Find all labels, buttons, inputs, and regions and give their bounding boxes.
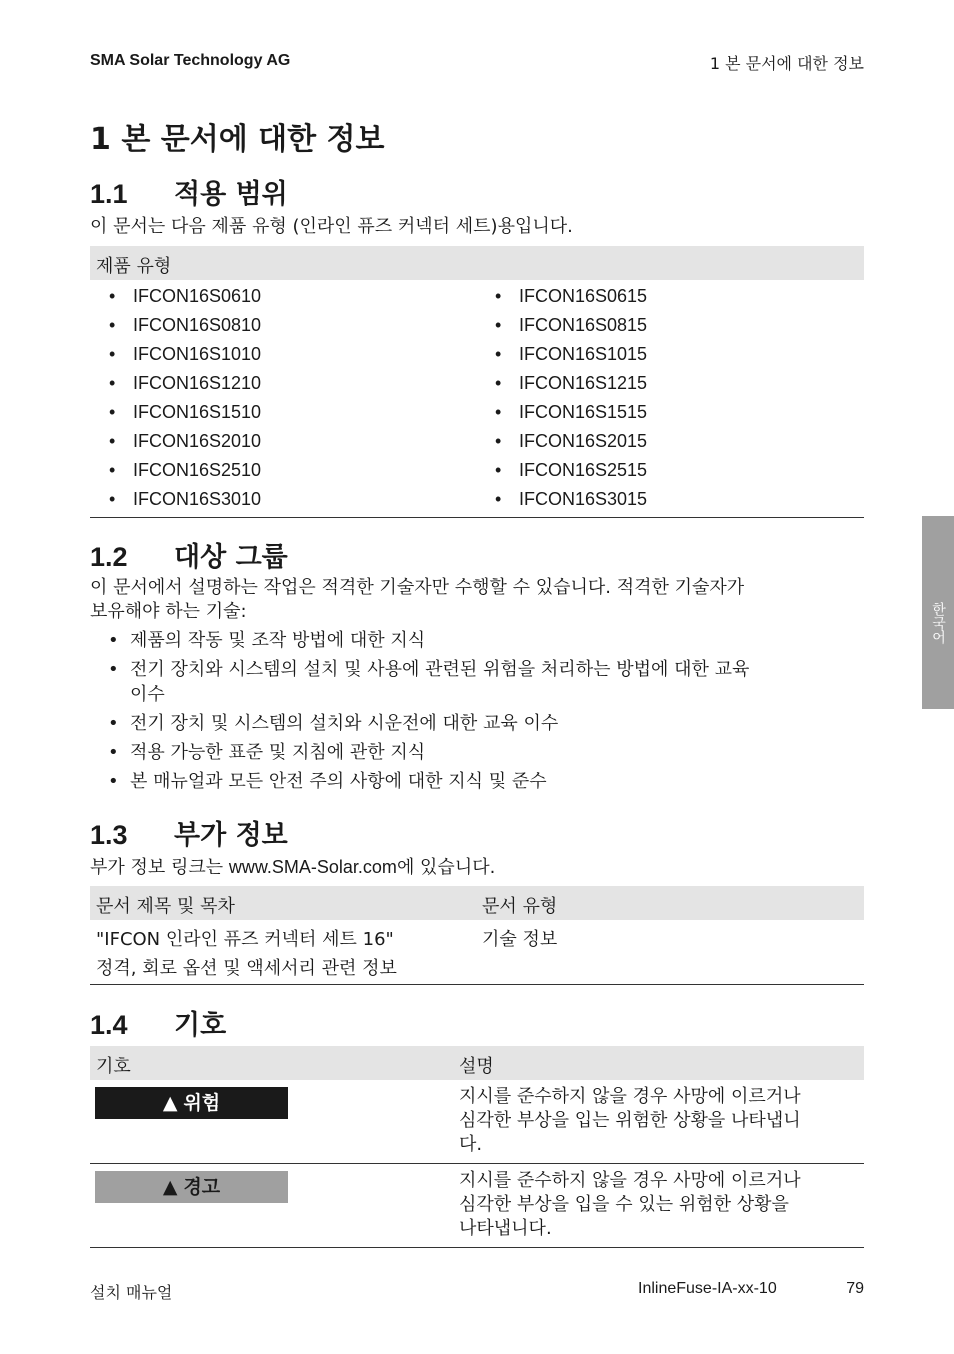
section-heading-1-4 (90, 1003, 226, 1042)
language-tab (922, 516, 954, 709)
section-intro: 이 문서에서 설명하는 작업은 적격한 기술자만 수행할 수 있습니다. 적격한 기술자가 보유해야 하는 기술: (90, 577, 745, 622)
column-header: 제품 유형 (96, 256, 172, 277)
section-number: 1.3 (90, 820, 128, 850)
header-company: SMA Solar Technology AG (90, 52, 291, 69)
column-header: 기호 (96, 1056, 131, 1077)
section-intro: 이 문서는 다음 제품 유형 (인라인 퓨즈 커넥터 세트)용입니다. (90, 216, 573, 237)
table-cell: 정격, 회로 옵션 및 액세서리 관련 정보 (96, 958, 397, 979)
page-number: 79 (846, 1280, 864, 1297)
column-header: 문서 제목 및 목차 (96, 896, 235, 917)
list-item: • IFCON16S3015 (495, 489, 648, 509)
table-cell: "IFCON 인라인 퓨즈 커넥터 세트 16" (96, 929, 394, 950)
doc-table-header (90, 886, 864, 920)
list-item: • IFCON16S2510 (109, 460, 262, 480)
section-heading-1-1 (90, 172, 288, 211)
column-header: 문서 유형 (482, 896, 558, 917)
list-item: • IFCON16S1210 (109, 373, 262, 393)
list-item: • IFCON16S1015 (495, 344, 648, 364)
header-chapter: 1 본 문서에 대한 정보 (709, 54, 864, 73)
list-item: • IFCON16S0615 (495, 286, 648, 306)
list-item: • IFCON16S0610 (109, 286, 262, 306)
list-item: • IFCON16S2515 (495, 460, 648, 480)
list-item: • IFCON16S0810 (109, 315, 262, 335)
list-item: • IFCON16S1215 (495, 373, 648, 393)
list-item: • IFCON16S1010 (109, 344, 262, 364)
section-number: 1.2 (90, 542, 128, 572)
table-cell: 기술 정보 (482, 929, 558, 950)
list-item: • IFCON16S3010 (109, 489, 262, 509)
danger-description: 지시를 준수하지 않을 경우 사망에 이르거나 심각한 부상을 입는 위험한 상황을 나타냅니 다. (459, 1086, 801, 1155)
section-title: 부가 정보 (174, 820, 288, 851)
table-divider (90, 1247, 864, 1248)
table-divider (90, 984, 864, 985)
list-item: • IFCON16S0815 (495, 315, 648, 335)
table-divider (90, 1163, 864, 1164)
column-header: 설명 (459, 1056, 494, 1077)
section-title: 대상 그룹 (174, 542, 288, 573)
section-heading-1-3 (90, 813, 288, 852)
table-row (96, 925, 397, 983)
footer-manual-type: 설치 매뉴얼 (90, 1283, 173, 1302)
list-item: • IFCON16S2015 (495, 431, 648, 451)
product-table-header (90, 246, 864, 280)
section-number: 1.4 (90, 1010, 128, 1040)
language-label: 한국어 (930, 602, 946, 644)
section-intro: 부가 정보 링크는 www.SMA-Solar.com에 있습니다. (90, 857, 496, 878)
warning-triangle-icon: ▲ (162, 1092, 178, 1114)
section-title: 적용 범위 (174, 179, 288, 210)
chapter-title: 1 본 문서에 대한 정보 (90, 122, 385, 157)
warning-triangle-icon: ▲ (162, 1176, 178, 1198)
website-link[interactable]: www.SMA-Solar.com (228, 857, 397, 877)
section-heading-1-2 (90, 535, 288, 574)
section-number: 1.1 (90, 179, 128, 209)
warning-signal-word: ▲ 경고 (95, 1171, 288, 1203)
footer-doc-id: InlineFuse-IA-xx-10 (638, 1280, 777, 1297)
list-item: • IFCON16S1515 (495, 402, 648, 422)
warning-description: 지시를 준수하지 않을 경우 사망에 이르거나 심각한 부상을 입을 수 있는 위험한 상황을 나타냅니다. (459, 1170, 801, 1239)
section-title: 기호 (174, 1010, 227, 1041)
list-item: • IFCON16S2010 (109, 431, 262, 451)
danger-signal-word: ▲ 위험 (95, 1087, 288, 1119)
list-item: • IFCON16S1510 (109, 402, 262, 422)
table-divider (90, 517, 864, 518)
symbol-table-header (90, 1046, 864, 1080)
